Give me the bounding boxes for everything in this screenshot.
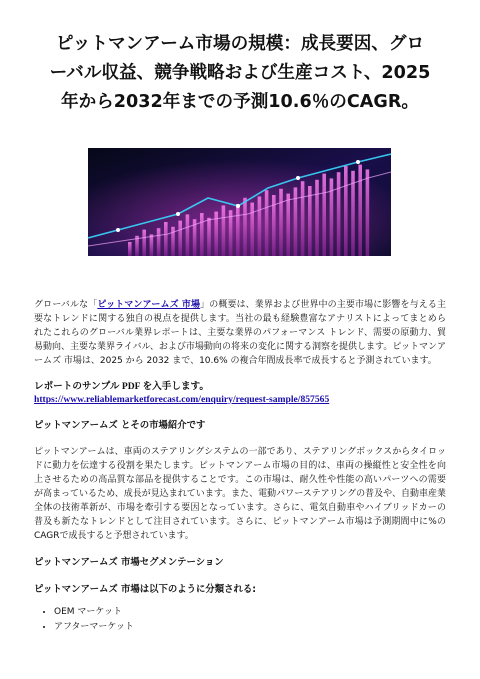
- hero-bar: [258, 196, 262, 256]
- hero-bar: [157, 228, 161, 256]
- list-item: • アフターマーケット: [54, 620, 446, 635]
- segment-list: [34, 605, 446, 635]
- hero-bar: [171, 227, 175, 256]
- hero-bar: [243, 198, 247, 256]
- hero-bar: [207, 218, 211, 256]
- sample-label: レポートのサンプル PDF を入手します。: [34, 381, 209, 392]
- hero-chart-graphic: [88, 148, 391, 256]
- hero-bar: [279, 189, 283, 256]
- hero-bar: [128, 242, 132, 256]
- hero-bar: [186, 214, 190, 256]
- hero-bar: [236, 204, 240, 256]
- description-paragraph: ピットマンアームは、車両のステアリングシステムの一部であり、ステアリングボックスからタイロッドに動力を伝達する役割を果たします。ピットマンアーム市場の目的は、車両の操縦性と安全性を向上させるための高品質な部品を提供することです。この市場は、耐久性や性能の高いパーツへの需要が高まっているため、成長が見込まれています。また、電動パワーステアリングの普及や、自動車産業全体の技術革新が、市場を牽引する要因となっています。さらに、電気自動車やハイブリッドカーの普及も新たなトレンドとして注目されています。さらに、ピットマンアーム市場は予測期間中に%のCAGRで成長すると予想されています。: [34, 447, 446, 541]
- hero-dot: [116, 228, 120, 232]
- hero-bar: [200, 213, 204, 256]
- section-heading-classification: ピットマンアームズ 市場は以下のように分類される:: [34, 584, 256, 595]
- list-item: • OEM マーケット: [54, 605, 446, 620]
- intro-post-text: 」の概要は、業界および世界中の主要市場に影響を与える主要なトレンドに関する独自の視点を提供します。当社の最も経験豊富なアナリストによってまとめられたこれらのグローバル業界レポートは、主要な業界のパフォーマンス トレンド、需要の原動力、貿易動向、主要な業界ライバル、および市場動向の将来の変化に関する洞察を提供します。ピットマンアームズ 市場は、2025 から 2032 まで、10.6% の複合年間成長率で成長すると予測されています。: [34, 300, 446, 366]
- hero-bar: [337, 172, 341, 256]
- hero-dot: [236, 204, 240, 208]
- hero-bar: [150, 234, 154, 256]
- hero-bar: [178, 221, 182, 256]
- hero-bar: [344, 166, 348, 256]
- hero-bar: [308, 186, 312, 256]
- hero-dot: [356, 160, 360, 164]
- intro-pre-text: グローバルな「: [34, 300, 98, 310]
- hero-bar: [250, 203, 254, 256]
- hero-bar: [301, 181, 305, 256]
- article-body: [34, 298, 446, 635]
- intro-paragraph: [34, 298, 446, 368]
- hero-bar: [315, 180, 319, 256]
- hero-bar: [358, 165, 362, 256]
- hero-bar: [142, 230, 146, 256]
- hero-dot: [296, 176, 300, 180]
- title-line-3: 年から2032年までの予測10.6％のCAGR。: [60, 92, 420, 112]
- hero-bar: [222, 205, 226, 256]
- hero-image: [88, 148, 391, 256]
- market-link[interactable]: ピットマンアームズ 市場: [97, 300, 201, 310]
- hero-bar: [164, 222, 168, 256]
- section-heading-segmentation: ピットマンアームズ 市場セグメンテーション: [34, 557, 224, 568]
- hero-dot: [176, 212, 180, 216]
- page-title: [26, 30, 454, 117]
- hero-bar: [265, 190, 269, 256]
- title-line-2: ーバル収益、競争戦略および生産コスト、2025: [49, 63, 431, 83]
- hero-bar: [322, 174, 326, 256]
- title-line-1: ピットマンアーム市場の規模：成長要因、グロ: [55, 34, 425, 54]
- section-heading-intro: ピットマンアームズ とその市場紹介です: [34, 420, 206, 431]
- sample-url-link[interactable]: https://www.reliablemarketforecast.com/enquiry/request-sample/857565: [34, 393, 330, 405]
- hero-bar: [294, 187, 298, 256]
- sample-request-block: [34, 381, 446, 406]
- hero-bar: [286, 194, 290, 256]
- hero-bar: [366, 169, 370, 256]
